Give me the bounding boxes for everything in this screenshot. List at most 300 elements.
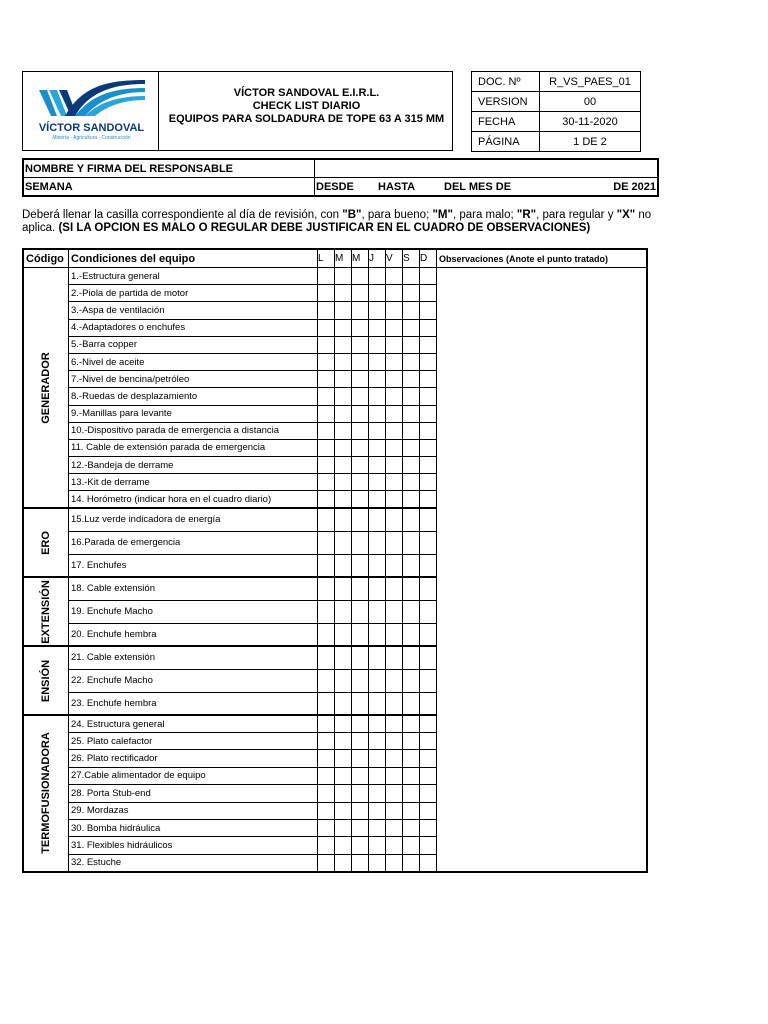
- day-check-cell[interactable]: [335, 353, 352, 370]
- day-check-cell[interactable]: [420, 422, 437, 439]
- day-check-cell[interactable]: [386, 491, 403, 508]
- day-check-cell[interactable]: [352, 554, 369, 577]
- day-check-cell[interactable]: [386, 750, 403, 767]
- condition-item: 1.-Estructura general: [69, 268, 318, 285]
- doc-info-value: 00: [540, 92, 641, 112]
- group-label-text: GENERADOR: [40, 351, 52, 424]
- condition-item: 28. Porta Stub-end: [69, 785, 318, 802]
- day-check-cell[interactable]: [335, 422, 352, 439]
- day-check-cell[interactable]: [335, 767, 352, 784]
- day-check-cell[interactable]: [352, 422, 369, 439]
- day-check-cell[interactable]: [318, 554, 335, 577]
- day-check-cell[interactable]: [420, 531, 437, 554]
- day-check-cell[interactable]: [420, 600, 437, 623]
- day-check-cell[interactable]: [318, 669, 335, 692]
- day-check-cell[interactable]: [369, 319, 386, 336]
- day-header: M: [335, 249, 352, 268]
- day-check-cell[interactable]: [318, 692, 335, 715]
- day-check-cell[interactable]: [318, 371, 335, 388]
- day-check-cell[interactable]: [335, 733, 352, 750]
- day-check-cell[interactable]: [403, 353, 420, 370]
- day-check-cell[interactable]: [369, 819, 386, 836]
- day-check-cell[interactable]: [318, 285, 335, 302]
- day-check-cell[interactable]: [369, 491, 386, 508]
- day-check-cell[interactable]: [386, 422, 403, 439]
- day-check-cell[interactable]: [352, 715, 369, 732]
- day-check-cell[interactable]: [420, 767, 437, 784]
- day-check-cell[interactable]: [352, 268, 369, 285]
- day-check-cell[interactable]: [403, 819, 420, 836]
- day-check-cell[interactable]: [403, 715, 420, 732]
- day-check-cell[interactable]: [420, 491, 437, 508]
- day-check-cell[interactable]: [369, 623, 386, 646]
- day-check-cell[interactable]: [403, 646, 420, 669]
- doc-info-value: 30-11-2020: [540, 112, 641, 132]
- day-check-cell[interactable]: [369, 767, 386, 784]
- day-check-cell[interactable]: [386, 819, 403, 836]
- day-check-cell[interactable]: [335, 715, 352, 732]
- day-check-cell[interactable]: [335, 554, 352, 577]
- doc-info-label: VERSION: [472, 92, 540, 112]
- day-check-cell[interactable]: [318, 750, 335, 767]
- logo-mark-icon: [37, 76, 147, 122]
- day-check-cell[interactable]: [318, 439, 335, 456]
- day-check-cell[interactable]: [403, 554, 420, 577]
- condition-item: 12.-Bandeja de derrame: [69, 457, 318, 474]
- doc-info-value: 1 DE 2: [540, 132, 641, 152]
- day-check-cell[interactable]: [318, 715, 335, 732]
- day-check-cell[interactable]: [386, 508, 403, 531]
- day-check-cell[interactable]: [352, 767, 369, 784]
- document-title-box: [158, 71, 453, 151]
- day-check-cell[interactable]: [335, 319, 352, 336]
- day-check-cell[interactable]: [352, 319, 369, 336]
- day-check-cell[interactable]: [386, 623, 403, 646]
- day-check-cell[interactable]: [335, 285, 352, 302]
- day-check-cell[interactable]: [335, 336, 352, 353]
- day-check-cell[interactable]: [352, 371, 369, 388]
- day-check-cell[interactable]: [369, 802, 386, 819]
- condition-item: 21. Cable extensión: [69, 646, 318, 669]
- day-check-cell[interactable]: [335, 531, 352, 554]
- day-check-cell[interactable]: [403, 692, 420, 715]
- day-check-cell[interactable]: [403, 802, 420, 819]
- day-check-cell[interactable]: [420, 577, 437, 600]
- day-check-cell[interactable]: [403, 837, 420, 854]
- day-check-cell[interactable]: [386, 302, 403, 319]
- day-check-cell[interactable]: [420, 646, 437, 669]
- day-check-cell[interactable]: [386, 785, 403, 802]
- day-check-cell[interactable]: [369, 733, 386, 750]
- day-check-cell[interactable]: [335, 577, 352, 600]
- day-check-cell[interactable]: [386, 554, 403, 577]
- day-check-cell[interactable]: [420, 388, 437, 405]
- day-check-cell[interactable]: [335, 371, 352, 388]
- day-check-cell[interactable]: [403, 669, 420, 692]
- day-check-cell[interactable]: [420, 439, 437, 456]
- doc-info-row: [472, 92, 641, 112]
- day-check-cell[interactable]: [318, 767, 335, 784]
- day-check-cell[interactable]: [386, 837, 403, 854]
- day-check-cell[interactable]: [369, 336, 386, 353]
- day-header: S: [403, 249, 420, 268]
- doc-info-row: [472, 132, 641, 152]
- instruction-part: , para regular y: [536, 209, 617, 221]
- group-label-text: TERMOFUSIONADORA: [40, 732, 52, 855]
- day-check-cell[interactable]: [352, 669, 369, 692]
- day-check-cell[interactable]: [318, 268, 335, 285]
- day-check-cell[interactable]: [420, 554, 437, 577]
- day-check-cell[interactable]: [386, 285, 403, 302]
- day-check-cell[interactable]: [352, 508, 369, 531]
- day-check-cell[interactable]: [318, 577, 335, 600]
- day-check-cell[interactable]: [369, 353, 386, 370]
- checklist-title: CHECK LIST DIARIO: [252, 100, 361, 112]
- day-check-cell[interactable]: [352, 405, 369, 422]
- responsible-name-field[interactable]: [315, 159, 659, 178]
- day-check-cell[interactable]: [386, 669, 403, 692]
- day-check-cell[interactable]: [335, 302, 352, 319]
- day-check-cell[interactable]: [403, 388, 420, 405]
- condition-item: 20. Enchufe hembra: [69, 623, 318, 646]
- day-check-cell[interactable]: [386, 353, 403, 370]
- day-check-cell[interactable]: [369, 508, 386, 531]
- day-check-cell[interactable]: [318, 319, 335, 336]
- instruction-warning: (SI LA OPCION ES MALO O REGULAR DEBE JUSTIFICAR EN EL CUADRO DE OBSERVACIONES): [58, 222, 591, 234]
- day-check-cell[interactable]: [420, 692, 437, 715]
- day-check-cell[interactable]: [403, 767, 420, 784]
- day-check-cell[interactable]: [369, 422, 386, 439]
- day-check-cell[interactable]: [352, 531, 369, 554]
- day-check-cell[interactable]: [369, 439, 386, 456]
- day-check-cell[interactable]: [403, 319, 420, 336]
- day-check-cell[interactable]: [369, 577, 386, 600]
- doc-info-row: [472, 112, 641, 132]
- day-check-cell[interactable]: [335, 669, 352, 692]
- day-check-cell[interactable]: [369, 474, 386, 491]
- day-check-cell[interactable]: [318, 388, 335, 405]
- day-check-cell[interactable]: [335, 405, 352, 422]
- day-check-cell[interactable]: [318, 819, 335, 836]
- day-check-cell[interactable]: [420, 285, 437, 302]
- day-check-cell[interactable]: [403, 854, 420, 871]
- day-check-cell[interactable]: [420, 715, 437, 732]
- group-label: [23, 715, 69, 872]
- day-check-cell[interactable]: [403, 623, 420, 646]
- day-check-cell[interactable]: [420, 319, 437, 336]
- day-check-cell[interactable]: [403, 457, 420, 474]
- day-check-cell[interactable]: [352, 819, 369, 836]
- condition-item: 6.-Nivel de aceite: [69, 353, 318, 370]
- day-check-cell[interactable]: [420, 371, 437, 388]
- condition-item: 32. Estuche: [69, 854, 318, 871]
- day-check-cell[interactable]: [318, 422, 335, 439]
- week-label: SEMANA: [23, 178, 315, 197]
- checklist-table: [22, 248, 648, 873]
- condition-item: 30. Bomba hidráulica: [69, 819, 318, 836]
- condition-item: 18. Cable extensión: [69, 577, 318, 600]
- day-check-cell[interactable]: [369, 285, 386, 302]
- day-check-cell[interactable]: [403, 491, 420, 508]
- day-check-cell[interactable]: [386, 733, 403, 750]
- day-check-cell[interactable]: [403, 577, 420, 600]
- day-header: J: [369, 249, 386, 268]
- day-check-cell[interactable]: [352, 600, 369, 623]
- day-check-cell[interactable]: [335, 439, 352, 456]
- day-check-cell[interactable]: [318, 474, 335, 491]
- day-check-cell[interactable]: [420, 302, 437, 319]
- day-check-cell[interactable]: [352, 491, 369, 508]
- day-check-cell[interactable]: [352, 854, 369, 871]
- day-check-cell[interactable]: [352, 785, 369, 802]
- instruction-part: Deberá llenar la casilla correspondiente al día de revisión, con: [22, 209, 343, 221]
- day-check-cell[interactable]: [318, 802, 335, 819]
- condition-item: 13.-Kit de derrame: [69, 474, 318, 491]
- day-check-cell[interactable]: [403, 268, 420, 285]
- day-check-cell[interactable]: [403, 785, 420, 802]
- day-check-cell[interactable]: [318, 837, 335, 854]
- company-title: VÍCTOR SANDOVAL E.I.R.L.: [233, 87, 380, 99]
- observations-header: Observaciones (Anote el punto tratado): [437, 249, 648, 268]
- day-check-cell[interactable]: [369, 600, 386, 623]
- condition-item: 19. Enchufe Macho: [69, 600, 318, 623]
- to-label: HASTA: [377, 178, 443, 197]
- day-check-cell[interactable]: [369, 715, 386, 732]
- condition-item: 5.-Barra copper: [69, 336, 318, 353]
- day-check-cell[interactable]: [352, 802, 369, 819]
- day-check-cell[interactable]: [352, 457, 369, 474]
- day-check-cell[interactable]: [386, 692, 403, 715]
- day-check-cell[interactable]: [318, 854, 335, 871]
- responsible-name-label: NOMBRE Y FIRMA DEL RESPONSABLE: [23, 159, 315, 178]
- day-check-cell[interactable]: [403, 422, 420, 439]
- day-check-cell[interactable]: [335, 854, 352, 871]
- condition-item: 7.-Nivel de bencina/petróleo: [69, 371, 318, 388]
- condition-item: 24. Estructura general: [69, 715, 318, 732]
- group-label: [23, 508, 69, 577]
- day-check-cell[interactable]: [335, 508, 352, 531]
- day-check-cell[interactable]: [369, 302, 386, 319]
- condition-item: 26. Plato rectificador: [69, 750, 318, 767]
- condition-item: 9.-Manillas para levante: [69, 405, 318, 422]
- day-check-cell[interactable]: [420, 819, 437, 836]
- day-check-cell[interactable]: [403, 439, 420, 456]
- day-check-cell[interactable]: [420, 268, 437, 285]
- day-check-cell[interactable]: [420, 785, 437, 802]
- day-check-cell[interactable]: [420, 802, 437, 819]
- condition-item: 29. Mordazas: [69, 802, 318, 819]
- day-check-cell[interactable]: [369, 457, 386, 474]
- day-check-cell[interactable]: [403, 336, 420, 353]
- day-check-cell[interactable]: [386, 371, 403, 388]
- day-check-cell[interactable]: [386, 457, 403, 474]
- day-check-cell[interactable]: [352, 474, 369, 491]
- day-check-cell[interactable]: [352, 388, 369, 405]
- day-check-cell[interactable]: [335, 388, 352, 405]
- day-check-cell[interactable]: [352, 646, 369, 669]
- day-check-cell[interactable]: [386, 388, 403, 405]
- day-check-cell[interactable]: [335, 785, 352, 802]
- day-check-cell[interactable]: [369, 837, 386, 854]
- day-check-cell[interactable]: [420, 854, 437, 871]
- day-check-cell[interactable]: [369, 531, 386, 554]
- day-check-cell[interactable]: [335, 819, 352, 836]
- day-check-cell[interactable]: [386, 715, 403, 732]
- day-check-cell[interactable]: [352, 837, 369, 854]
- condition-item: 4.-Adaptadores o enchufes: [69, 319, 318, 336]
- day-check-cell[interactable]: [403, 508, 420, 531]
- day-check-cell[interactable]: [335, 646, 352, 669]
- day-check-cell[interactable]: [386, 767, 403, 784]
- day-check-cell[interactable]: [318, 491, 335, 508]
- condition-item: 10.-Dispositivo parada de emergencia a distancia: [69, 422, 318, 439]
- condition-item: 11. Cable de extensión parada de emergencia: [69, 439, 318, 456]
- day-check-cell[interactable]: [352, 733, 369, 750]
- day-check-cell[interactable]: [318, 531, 335, 554]
- doc-info-row: [472, 72, 641, 92]
- day-check-cell[interactable]: [420, 508, 437, 531]
- day-check-cell[interactable]: [318, 623, 335, 646]
- observations-cell[interactable]: [437, 268, 648, 872]
- day-check-cell[interactable]: [352, 353, 369, 370]
- day-check-cell[interactable]: [420, 405, 437, 422]
- day-check-cell[interactable]: [369, 669, 386, 692]
- day-check-cell[interactable]: [335, 474, 352, 491]
- day-check-cell[interactable]: [335, 491, 352, 508]
- day-check-cell[interactable]: [420, 750, 437, 767]
- day-check-cell[interactable]: [420, 623, 437, 646]
- day-check-cell[interactable]: [386, 646, 403, 669]
- instruction-part: no aplica.: [22, 209, 652, 234]
- day-check-cell[interactable]: [318, 302, 335, 319]
- month-label: DEL MES DE: [443, 178, 545, 197]
- day-check-cell[interactable]: [369, 554, 386, 577]
- condition-item: 17. Enchufes: [69, 554, 318, 577]
- day-check-cell[interactable]: [352, 439, 369, 456]
- day-check-cell[interactable]: [420, 336, 437, 353]
- document-info-table: [471, 71, 641, 152]
- day-check-cell[interactable]: [420, 457, 437, 474]
- group-label-text: ERO: [40, 530, 52, 555]
- day-check-cell[interactable]: [352, 577, 369, 600]
- day-check-cell[interactable]: [420, 474, 437, 491]
- day-check-cell[interactable]: [369, 692, 386, 715]
- code-header: Código: [23, 249, 69, 268]
- condition-item: 15.Luz verde indicadora de energía: [69, 508, 318, 531]
- day-check-cell[interactable]: [369, 785, 386, 802]
- day-check-cell[interactable]: [386, 268, 403, 285]
- day-check-cell[interactable]: [403, 474, 420, 491]
- condition-item: 31. Flexibles hidráulicos: [69, 837, 318, 854]
- day-check-cell[interactable]: [318, 336, 335, 353]
- table-row: [23, 268, 647, 285]
- day-header: L: [318, 249, 335, 268]
- day-check-cell[interactable]: [352, 623, 369, 646]
- condition-item: 27.Cable alimentador de equipo: [69, 767, 318, 784]
- day-check-cell[interactable]: [386, 600, 403, 623]
- day-check-cell[interactable]: [386, 531, 403, 554]
- day-check-cell[interactable]: [318, 353, 335, 370]
- day-check-cell[interactable]: [420, 669, 437, 692]
- from-label: DESDE: [315, 178, 378, 197]
- day-check-cell[interactable]: [352, 285, 369, 302]
- day-check-cell[interactable]: [318, 646, 335, 669]
- day-check-cell[interactable]: [318, 457, 335, 474]
- checklist-header-row: [23, 249, 647, 268]
- day-check-cell[interactable]: [352, 336, 369, 353]
- day-check-cell[interactable]: [335, 802, 352, 819]
- equipment-title: EQUIPOS PARA SOLDADURA DE TOPE 63 A 315 MM: [168, 113, 445, 125]
- day-check-cell[interactable]: [386, 854, 403, 871]
- day-header: V: [386, 249, 403, 268]
- day-check-cell[interactable]: [318, 600, 335, 623]
- group-label: [23, 646, 69, 715]
- day-check-cell[interactable]: [386, 577, 403, 600]
- day-check-cell[interactable]: [318, 405, 335, 422]
- day-check-cell[interactable]: [369, 405, 386, 422]
- day-check-cell[interactable]: [369, 854, 386, 871]
- day-check-cell[interactable]: [318, 733, 335, 750]
- condition-item: 25. Plato calefactor: [69, 733, 318, 750]
- day-check-cell[interactable]: [335, 692, 352, 715]
- day-check-cell[interactable]: [335, 750, 352, 767]
- day-check-cell[interactable]: [386, 405, 403, 422]
- day-check-cell[interactable]: [369, 646, 386, 669]
- day-check-cell[interactable]: [335, 600, 352, 623]
- day-check-cell[interactable]: [369, 750, 386, 767]
- day-check-cell[interactable]: [403, 750, 420, 767]
- instruction-code-x: "X": [616, 209, 636, 221]
- day-check-cell[interactable]: [386, 439, 403, 456]
- day-check-cell[interactable]: [352, 750, 369, 767]
- day-check-cell[interactable]: [335, 837, 352, 854]
- day-check-cell[interactable]: [403, 371, 420, 388]
- day-check-cell[interactable]: [420, 353, 437, 370]
- day-check-cell[interactable]: [386, 474, 403, 491]
- day-check-cell[interactable]: [420, 837, 437, 854]
- day-check-cell[interactable]: [403, 531, 420, 554]
- doc-info-label: DOC. Nº: [472, 72, 540, 92]
- day-check-cell[interactable]: [352, 692, 369, 715]
- day-check-cell[interactable]: [386, 336, 403, 353]
- day-check-cell[interactable]: [403, 405, 420, 422]
- day-check-cell[interactable]: [369, 268, 386, 285]
- day-check-cell[interactable]: [403, 733, 420, 750]
- day-check-cell[interactable]: [369, 371, 386, 388]
- day-check-cell[interactable]: [318, 508, 335, 531]
- day-check-cell[interactable]: [369, 388, 386, 405]
- day-check-cell[interactable]: [420, 733, 437, 750]
- condition-item: 23. Enchufe hembra: [69, 692, 318, 715]
- company-logo: [22, 71, 159, 151]
- day-check-cell[interactable]: [335, 268, 352, 285]
- day-check-cell[interactable]: [403, 302, 420, 319]
- day-check-cell[interactable]: [335, 457, 352, 474]
- responsible-table: [22, 158, 659, 197]
- day-check-cell[interactable]: [403, 285, 420, 302]
- day-check-cell[interactable]: [335, 623, 352, 646]
- condition-item: 22. Enchufe Macho: [69, 669, 318, 692]
- doc-info-label: PÁGINA: [472, 132, 540, 152]
- day-check-cell[interactable]: [352, 302, 369, 319]
- day-check-cell[interactable]: [386, 319, 403, 336]
- brand-tagline: Minería - Agricultura - Construcción: [52, 135, 131, 141]
- day-header: D: [420, 249, 437, 268]
- day-check-cell[interactable]: [318, 785, 335, 802]
- day-check-cell[interactable]: [403, 600, 420, 623]
- condition-item: 14. Horómetro (indicar hora en el cuadro diario): [69, 491, 318, 508]
- day-check-cell[interactable]: [386, 802, 403, 819]
